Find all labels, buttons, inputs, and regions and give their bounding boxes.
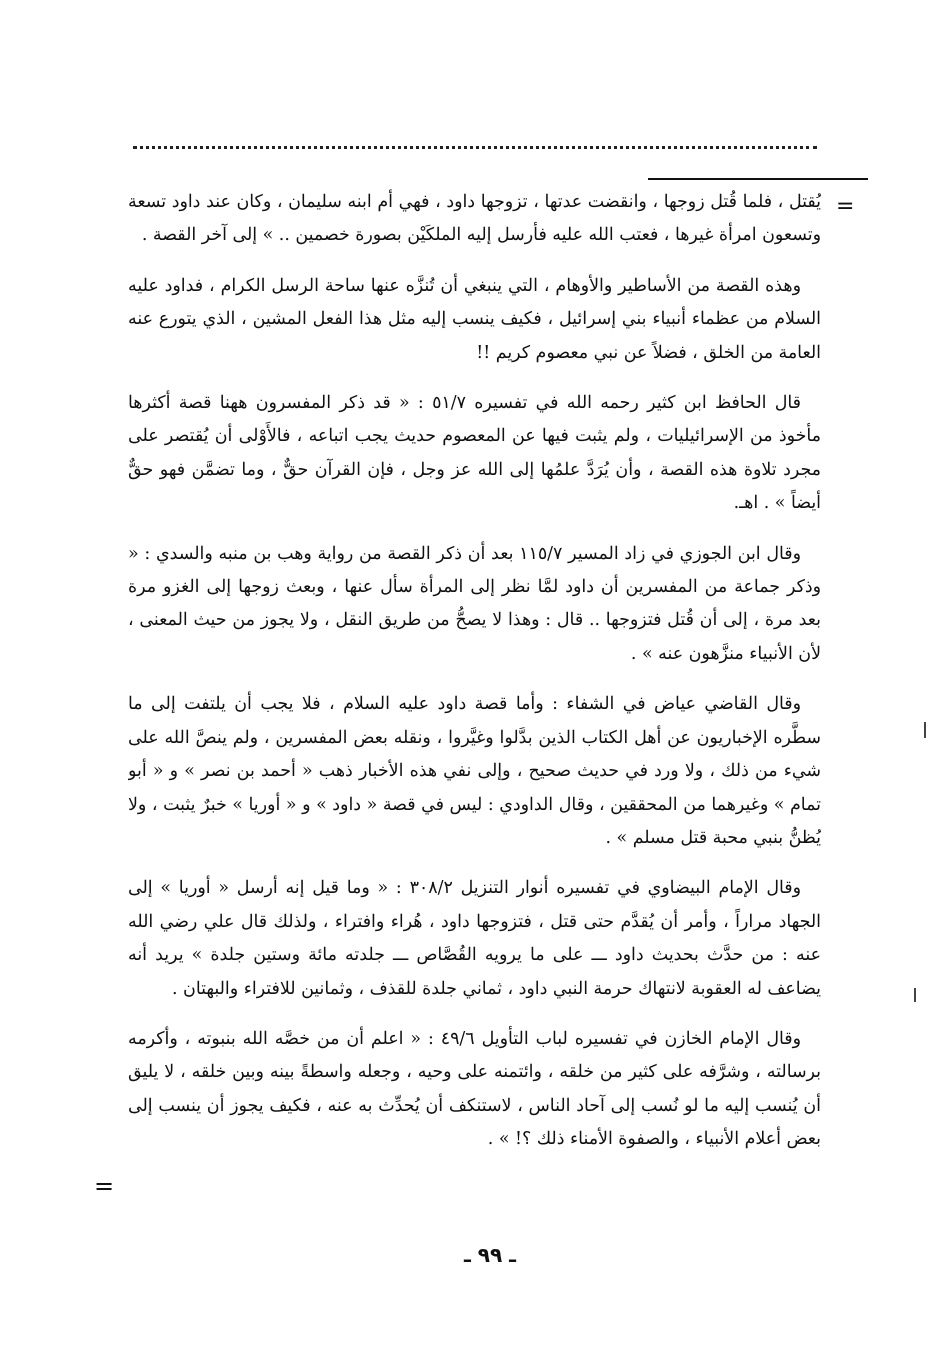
dotted-separator bbox=[133, 146, 817, 149]
closing-mark: = bbox=[94, 1172, 115, 1200]
paragraph-baydawi: وقال الإمام البيضاوي في تفسيره أنوار التنزيل ٣٠٨/٢ : « وما قيل إنه أرسل « أوريا » إلى الجهاد مراراً ، وأمر أن يُقدَّم حتى قتل ، فتزوجها داود ، هُراء وافتراء ، ولذلك قال علي رضي الله عنه : من حدَّث بحديث داود ـــ على ما يرويه القُصَّاص ـــ جلدته مائة وستين جلدة » يريد أنه يضاعف له العقوبة لانتهاك حرمة النبي داود ، ثماني جلدة للقذف ، وثمانين للافتراء والبهتان . bbox=[128, 878, 821, 999]
continuation-mark: = bbox=[836, 194, 855, 219]
paragraph-ibn-kathir: قال الحافظ ابن كثير رحمه الله في تفسيره ٥١/٧ : « قد ذكر المفسرون ههنا قصة أكثرها مأخوذ من الإسرائيليات ، ولم يثبت فيها عن المعصوم حديث يجب اتباعه ، فالأَوْلى أن يُقتصر على مجرد تلاوة هذه القصة ، وأن يُرَدَّ علمُها إلى الله عز وجل ، فإن القرآن حقٌّ ، وما تضمَّن فهو حقٌّ أيضاً » . اهـ. bbox=[128, 393, 821, 514]
margin-tick bbox=[924, 722, 926, 738]
margin-tick bbox=[914, 988, 916, 1002]
paragraph-qadi-iyad: وقال القاضي عياض في الشفاء : وأما قصة داود عليه السلام ، فلا يجب أن يلتفت إلى ما سطَّره الإخباريون عن أهل الكتاب الذين بدَّلوا وغيَّروا ، ونقله بعض المفسرين ، ولم ينصَّ الله على شيء من ذلك ، ولا ورد في حديث صحيح ، وإلى نفي هذه الأخبار ذهب « أحمد بن نصر » و « أبو تمام » وغيرهما من المحققين ، وقال الداودي : ليس في قصة « داود » و « أوريا » خبرٌ يثبت ، ولا يُظنُّ بنبي محبة قتل مسلم » . bbox=[128, 694, 821, 848]
page-number: ـ ٩٩ ـ bbox=[463, 1243, 517, 1267]
paragraph-continuation: يُقتل ، فلما قُتل زوجها ، وانقضت عدتها ، تزوجها داود ، فهي أم ابنه سليمان ، وكان عند داود تسعة وتسعون امرأة غيرها ، فعتب الله عليه فأرسل إليه الملكَيْن بصورة خصمين .. » إلى آخر القصة . bbox=[128, 192, 821, 246]
paragraph-khazin: وقال الإمام الخازن في تفسيره لباب التأويل ٤٩/٦ : « اعلم أن من خصَّه الله بنبوته ، وأكرمه برسالته ، وشرَّفه على كثير من خلقه ، وائتمنه على وحيه ، وجعله واسطةً بينه وبين خلقه ، لا يليق أن يُنسب إليه ما لو نُسب إلى آحاد الناس ، لاستنكف أن يُحدِّث به عنه ، فكيف يجوز أن ينسب إلى بعض أعلام الأنبياء ، والصفوة الأمناء ذلك ؟! » . bbox=[128, 1028, 821, 1150]
footnote-rule bbox=[648, 178, 868, 180]
paragraph-legends: وهذه القصة من الأساطير والأوهام ، التي ينبغي أن تُنزَّه عنها ساحة الرسل الكرام ، فداود عليه السلام من عظماء أنبياء بني إسرائيل ، فكيف ينسب إليه مثل هذا الفعل المشين ، الذي يتورع عنه العامة من الخلق ، فضلاً عن نبي معصوم كريم !! bbox=[128, 275, 821, 363]
paragraph-ibn-al-jawzi: وقال ابن الجوزي في زاد المسير ١١٥/٧ بعد أن ذكر القصة من رواية وهب بن منبه والسدي : « وذكر جماعة من المفسرين أن داود لمَّا نظر إلى المرأة سأل عنها ، وبعث زوجها إلى الغزو مرة بعد مرة ، إلى أن قُتل فتزوجها .. قال : وهذا لا يصحُّ من طريق النقل ، ولا يجوز من حيث المعنى ، لأن الأنبياء منزَّهون عنه » . bbox=[128, 543, 821, 664]
footnote-text bbox=[128, 186, 821, 1216]
